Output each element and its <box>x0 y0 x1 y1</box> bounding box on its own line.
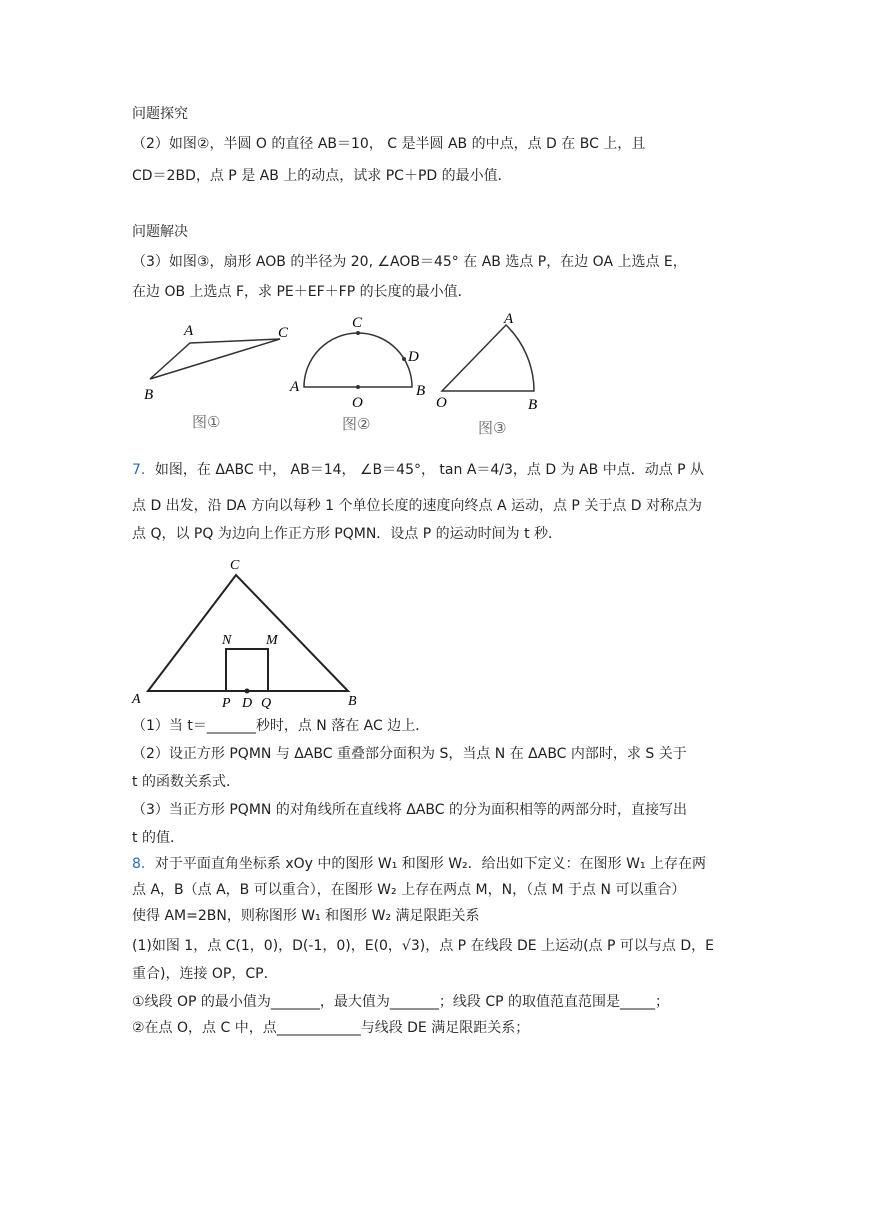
problem-8-line-3: 使得 AM=2BN，则称图形 W₁ 和图形 W₂ 满足限距关系 <box>132 908 480 924</box>
problem-8-line-4: (1)如图 1，点 C(1，0)，D(-1，0)，E(0，√3)，点 P 在线段 DE 上运动(点 P 可以与点 D，E <box>132 938 714 954</box>
problem-7-sub-3-line-2: t 的值． <box>132 830 184 846</box>
fig1-label-b: B <box>144 387 154 403</box>
problem-7-sub-2-line-1: （2）设正方形 PQMN 与 ΔABC 重叠部分面积为 S，当点 N 在 ΔABC 内部时，求 S 关于 <box>132 746 687 762</box>
tri-label-p: P <box>222 696 231 710</box>
figure-triangle-abc <box>130 555 370 710</box>
tri-label-m: M <box>266 633 278 648</box>
problem-7-line-1: 7．如图，在 ΔABC 中， AB＝14， ∠B＝45°， tan A＝4/3，点 D 为 AB 中点．动点 P 从 <box>132 462 705 478</box>
problem-7-line-3: 点 Q，以 PQ 为边向上作正方形 PQMN．设点 P 的运动时间为 t 秒． <box>132 526 563 542</box>
fig2-caption: 图② <box>342 415 371 433</box>
figure-3 <box>436 311 537 437</box>
problem-7-number: 7． <box>132 462 155 478</box>
tri-label-b: B <box>348 694 357 709</box>
fig2-label-c: C <box>352 315 363 331</box>
fig3-caption: 图③ <box>478 419 507 437</box>
problem-8-line-7: ②在点 O，点 C 中，点____________与线段 DE 满足限距关系； <box>132 1020 530 1036</box>
question-2-line-1: （2）如图②，半圆 O 的直径 AB＝10， C 是半圆 AB 的中点，点 D 在 BC 上，且 <box>132 136 646 152</box>
problem-8-number: 8． <box>132 856 155 872</box>
problem-8-line-5: 重合)，连接 OP，CP． <box>132 966 278 982</box>
problem-7-sub-1: （1）当 t＝_______秒时，点 N 落在 AC 边上． <box>132 718 430 734</box>
figures-top <box>130 305 550 445</box>
fig3-label-b: B <box>528 397 538 413</box>
fig1-label-c: C <box>278 325 289 341</box>
figure-1 <box>144 323 289 431</box>
problem-7-line-2: 点 D 出发，沿 DA 方向以每秒 1 个单位长度的速度向终点 A 运动，点 P 关于点 D 对称点为 <box>132 498 702 514</box>
fig2-label-b: B <box>416 383 426 399</box>
fig2-label-o: O <box>352 395 363 411</box>
fig1-label-a: A <box>184 323 194 339</box>
problem-8-line-1: 8．对于平面直角坐标系 xOy 中的图形 W₁ 和图形 W₂．给出如下定义：在图形 W₁ 上存在两 <box>132 856 707 872</box>
question-2-line-2: CD＝2BD，点 P 是 AB 上的动点，试求 PC＋PD 的最小值． <box>132 168 512 184</box>
tri-label-n: N <box>222 633 232 648</box>
fig3-label-o: O <box>436 395 447 411</box>
problem-8-line-2: 点 A，B（点 A，B 可以重合），在图形 W₂ 上存在两点 M，N，（点 M 于点 N 可以重合） <box>132 882 686 898</box>
question-3-line-1: （3）如图③，扇形 AOB 的半径为 20, ∠AOB＝45° 在 AB 选点 P，在边 OA 上选点 E， <box>132 254 687 270</box>
problem-8-line-6: ①线段 OP 的最小值为_______，最大值为_______；线段 CP 的取值范直范围是_____； <box>132 994 670 1010</box>
problem-7-sub-2-line-2: t 的函数关系式． <box>132 774 240 790</box>
question-3-line-2: 在边 OB 上选点 F，求 PE＋EF＋FP 的长度的最小值． <box>132 284 472 300</box>
tri-label-d: D <box>242 696 253 710</box>
section-heading-solve: 问题解决 <box>132 224 188 240</box>
fig1-caption: 图① <box>192 413 221 431</box>
section-heading-explore: 问题探究 <box>132 106 188 122</box>
tri-label-a: A <box>132 692 141 707</box>
problem-7-sub-3-line-1: （3）当正方形 PQMN 的对角线所在直线将 ΔABC 的分为面积相等的两部分时，直接写出 <box>132 802 688 818</box>
fig2-label-d: D <box>408 349 419 365</box>
figure-2 <box>289 315 425 433</box>
tri-label-c: C <box>230 558 240 573</box>
fig3-label-a: A <box>504 311 514 327</box>
fig2-label-a: A <box>290 379 300 395</box>
tri-label-q: Q <box>261 696 272 710</box>
